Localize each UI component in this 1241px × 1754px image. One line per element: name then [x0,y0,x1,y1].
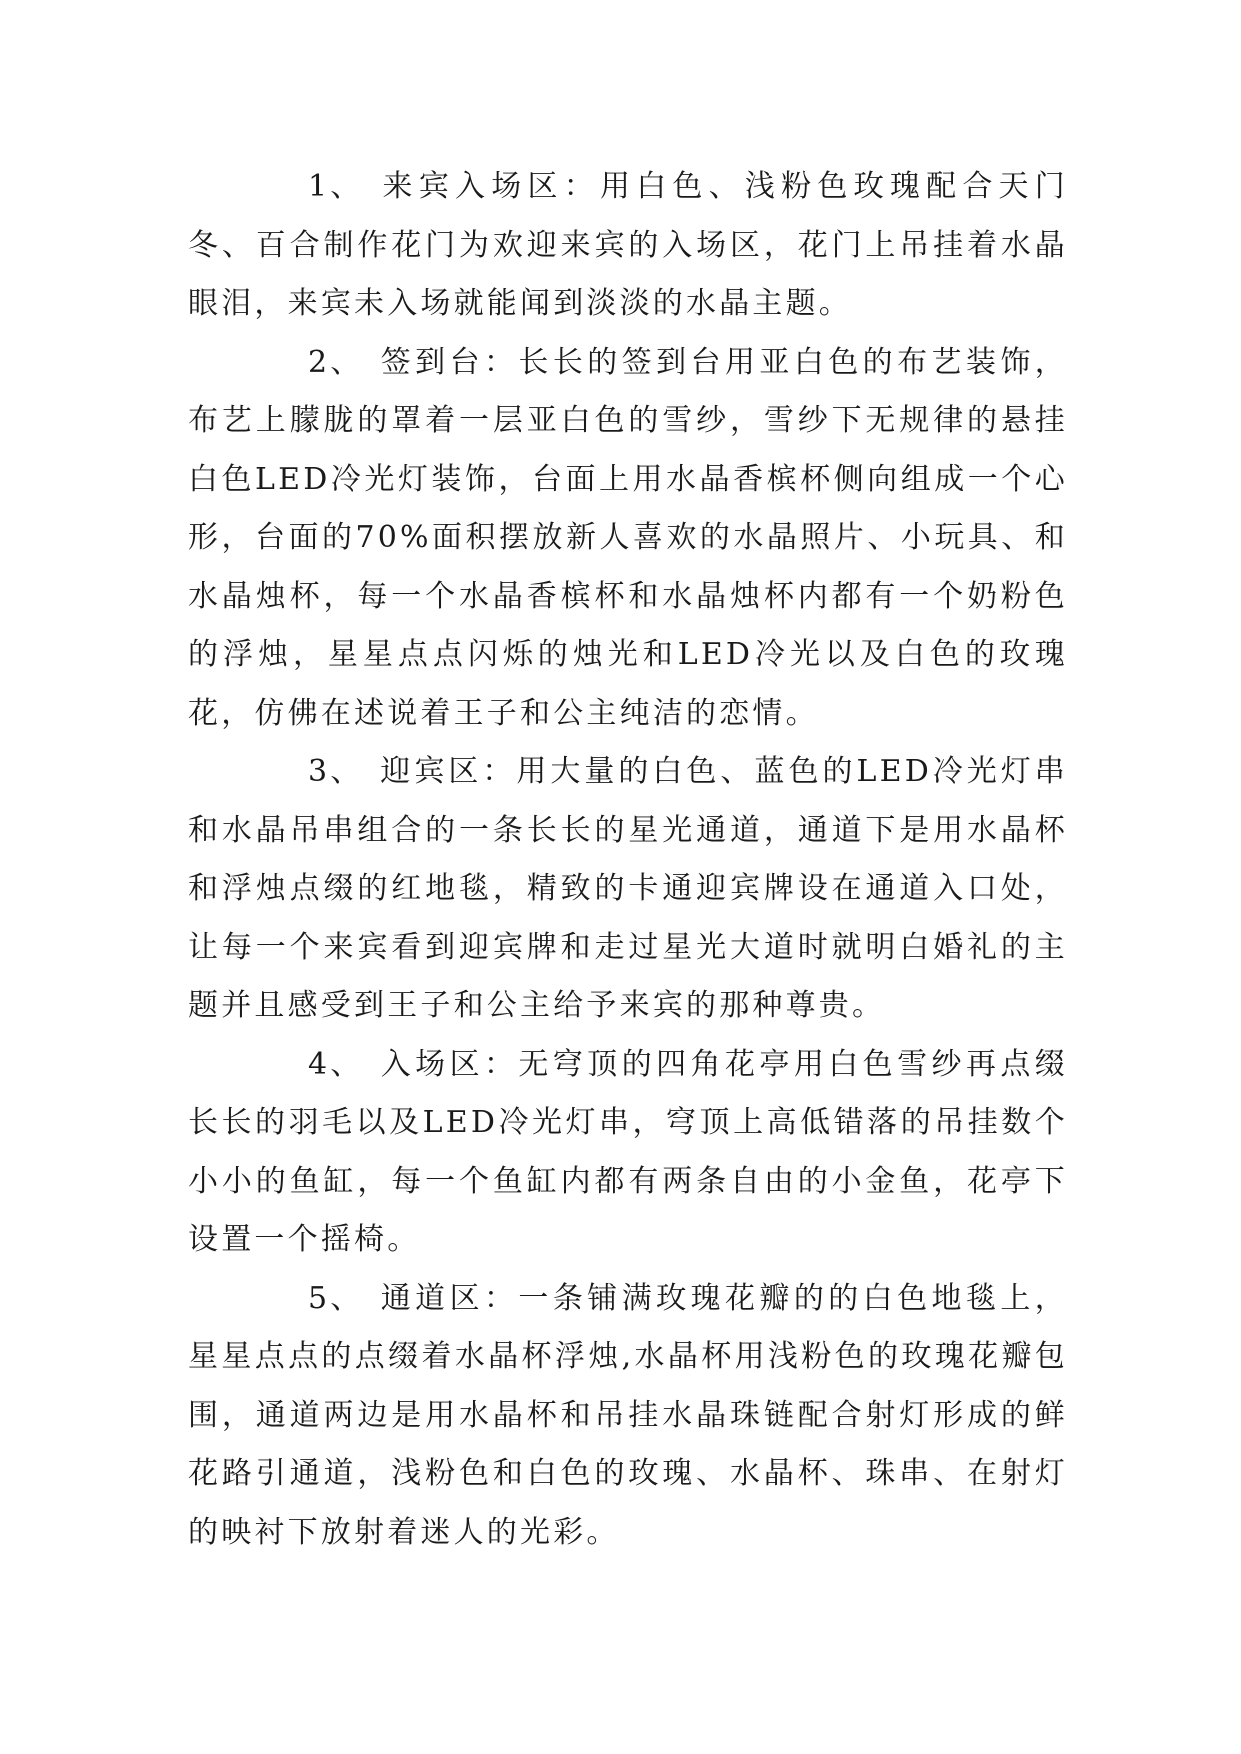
paragraph-number: 2、 [308,344,364,380]
paragraph-number: 3、 [308,754,364,789]
paragraph-text: 入场区：无穹顶的四角花亭用白色雪纱再点缀长长的羽毛以及LED冷光灯串，穹顶上高低错落的吊挂数个小小的鱼缸，每一个鱼缸内都有两条自由的小金鱼，花亭下设置一个摇椅。 [188,1046,1068,1257]
paragraph-5 [188,1270,1068,1563]
paragraph-number: 4、 [308,1046,364,1082]
paragraph-text: 签到台：长长的签到台用亚白色的布艺装饰，布艺上朦胧的罩着一层亚白色的雪纱，雪纱下无规律的悬挂白色LED冷光灯装饰，台面上用水晶香槟杯侧向组成一个心形，台面的70%面积摆放新人喜欢的水晶照片、小玩具、和水晶烛杯，每一个水晶香槟杯和水晶烛杯内都有一个奶粉色的浮烛，星星点点闪烁的烛光和LED冷光以及白色的玫瑰花，仿佛在述说着王子和公主纯洁的恋情。 [188,344,1068,731]
paragraph-text: 来宾入场区：用白色、浅粉色玫瑰配合天门冬、百合制作花门为欢迎来宾的入场区，花门上吊挂着水晶眼泪，来宾未入场就能闻到淡淡的水晶主题。 [188,169,1068,321]
paragraph-text: 迎宾区：用大量的白色、蓝色的LED冷光灯串和水晶吊串组合的一条长长的星光通道，通道下是用水晶杯和浮烛点缀的红地毯，精致的卡通迎宾牌设在通道入口处，让每一个来宾看到迎宾牌和走过星光大道时就明白婚礼的主题并且感受到王子和公主给予来宾的那种尊贵。 [188,754,1068,1023]
paragraph-2 [188,334,1068,744]
paragraph-number: 1、 [308,169,364,204]
paragraph-text: 通道区：一条铺满玫瑰花瓣的的白色地毯上，星星点点的点缀着水晶杯浮烛,水晶杯用浅粉色的玫瑰花瓣包围，通道两边是用水晶杯和吊挂水晶珠链配合射灯形成的鲜花路引通道，浅粉色和白色的玫瑰、水晶杯、珠串、在射灯的映衬下放射着迷人的光彩。 [188,1280,1068,1550]
paragraph-number: 5、 [308,1280,364,1316]
paragraph-3 [188,743,1068,1036]
paragraph-4 [188,1036,1068,1270]
document-body [188,158,1068,1562]
paragraph-1 [188,158,1068,334]
